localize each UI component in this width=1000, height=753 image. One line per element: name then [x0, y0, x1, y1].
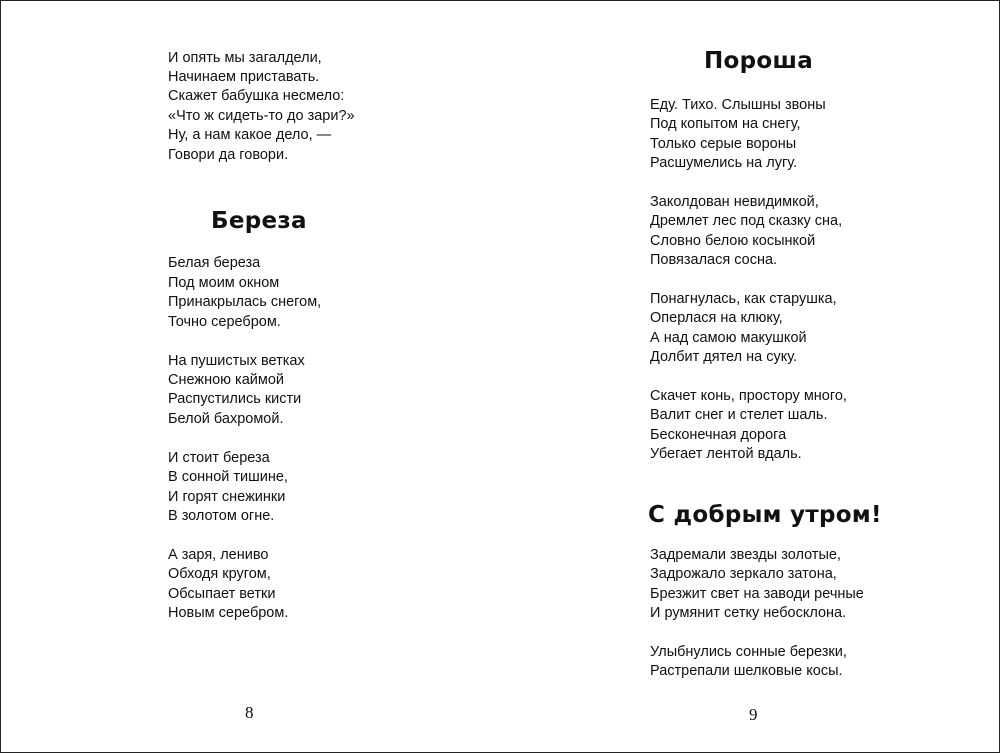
- poem-line: Обсыпает ветки: [168, 586, 276, 602]
- poem-line: «Что ж сидеть-то до зари?»: [168, 108, 355, 124]
- poem-line: Долбит дятел на суку.: [650, 349, 798, 365]
- poem-line: Еду. Тихо. Слышны звоны: [650, 97, 826, 113]
- poem-line: Расшумелись на лугу.: [650, 155, 798, 171]
- poem-line: В сонной тишине,: [168, 469, 288, 485]
- poem-line: И стоит береза: [168, 450, 270, 466]
- poem-line: Растрепали шелковые косы.: [650, 663, 843, 679]
- poem-line: Улыбнулись сонные березки,: [650, 644, 847, 660]
- poem-line: Принакрылась снегом,: [168, 294, 322, 310]
- poem-line: Убегает лентой вдаль.: [650, 446, 802, 462]
- poem-line: Распустились кисти: [168, 391, 302, 407]
- poem-line: В золотом огне.: [168, 508, 275, 524]
- poem-line: И опять мы загалдели,: [168, 50, 322, 66]
- poem-line: Только серые вороны: [650, 136, 797, 152]
- poem-line: Белая береза: [168, 255, 261, 271]
- poem-line: Бесконечная дорога: [650, 427, 787, 443]
- poem-line: На пушистых ветках: [168, 353, 305, 369]
- poem-line: Ну, а нам какое дело, —: [168, 127, 332, 143]
- poem-line: Скачет конь, простору много,: [650, 388, 847, 404]
- poem-line: Валит снег и стелет шаль.: [650, 407, 828, 423]
- poem-line: И румянит сетку небосклона.: [650, 605, 847, 621]
- poem-line: А над самою макушкой: [650, 330, 807, 346]
- poem-line: Оперлася на клюку,: [650, 310, 783, 326]
- poem-line: Под копытом на снегу,: [650, 116, 801, 132]
- poem-line: Под моим окном: [168, 275, 280, 291]
- page-number: 9: [749, 705, 758, 724]
- poem-title-s-dobrym-utrom: С добрым утром!: [648, 502, 882, 528]
- poem-line: Дремлет лес под сказку сна,: [650, 213, 843, 229]
- poem-title-porosha: Пороша: [704, 48, 814, 74]
- page-number: 8: [245, 703, 254, 722]
- poem-line: Новым серебром.: [168, 605, 289, 621]
- poem-line: Словно белою косынкой: [650, 233, 816, 249]
- poem-line: Начинаем приставать.: [168, 69, 320, 85]
- poem-line: Брезжит свет на заводи речные: [650, 586, 864, 602]
- poem-line: Повязалася сосна.: [650, 252, 778, 268]
- poem-line: Заколдован невидимкой,: [650, 194, 819, 210]
- poem-line: Задрожало зеркало затона,: [650, 566, 837, 582]
- poem-line: Точно серебром.: [168, 314, 281, 330]
- poem-line: Обходя кругом,: [168, 566, 271, 582]
- poem-line: А заря, лениво: [168, 547, 269, 563]
- poem-line: Снежною каймой: [168, 372, 285, 388]
- poem-line: Понагнулась, как старушка,: [650, 291, 837, 307]
- poem-line: И горят снежинки: [168, 489, 286, 505]
- poem-line: Говори да говори.: [168, 147, 289, 163]
- left-page: [1, 1, 500, 752]
- poem-title-bereza: Береза: [211, 208, 307, 234]
- right-page: [500, 1, 999, 752]
- poem-line: Задремали звезды золотые,: [650, 547, 841, 563]
- poem-line: Белой бахромой.: [168, 411, 284, 427]
- poem-line: Скажет бабушка несмело:: [168, 88, 345, 104]
